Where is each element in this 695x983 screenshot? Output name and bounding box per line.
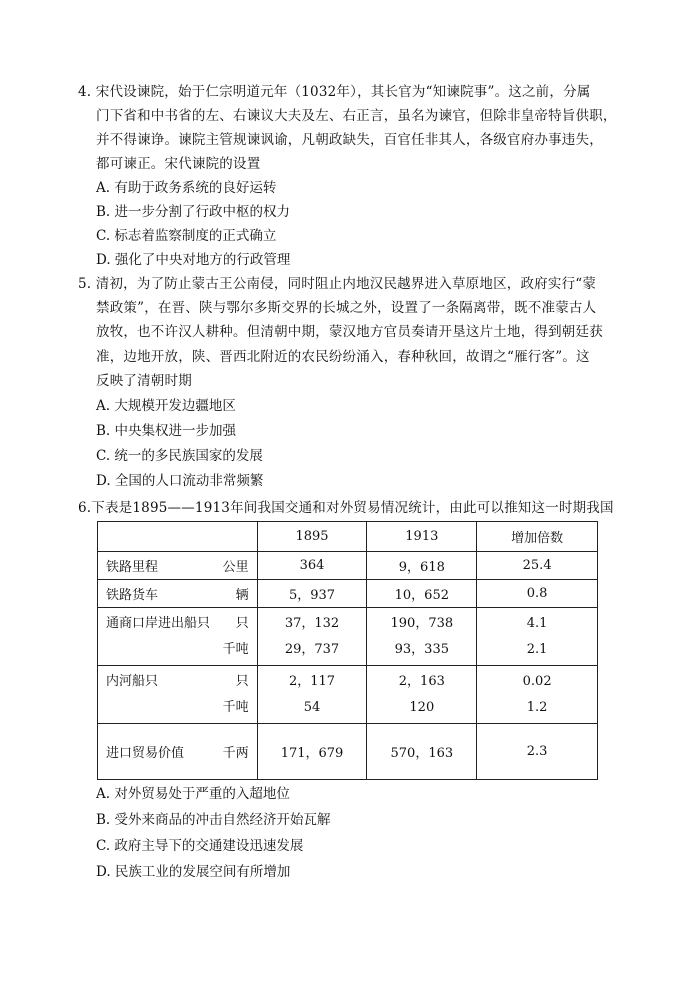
q5-option-d[interactable]: D. 全国的人口流动非常频繁 (96, 473, 264, 489)
cell-multiplier: 2.1 (526, 641, 548, 657)
header-cell-1895: 1895 (257, 522, 367, 552)
row-item: 铁路里程 (106, 560, 159, 575)
q5-stem-line-2: 禁政策”，在晋、陕与鄂尔多斯交界的长城之外，设置了一条隔离带，既不准蒙古人 (96, 300, 597, 316)
row-item: 铁路货车 (106, 588, 159, 603)
cell-1913: 120 (409, 699, 435, 715)
q4-option-d[interactable]: D. 强化了中央对地方的行政管理 (96, 252, 291, 268)
cell-1895: 29，737 (284, 641, 340, 657)
row-item: 内河船只 (106, 673, 159, 689)
cell-multiplier: 4.1 (526, 615, 548, 631)
cell-1913: 190，738 (390, 615, 454, 631)
cell-1895: 5，937 (257, 580, 367, 608)
header-cell-1913: 1913 (367, 522, 477, 552)
cell-multiplier: 25.4 (477, 552, 598, 580)
q6-stem: 6.下表是1895——1913年间我国交通和对外贸易情况统计，由此可以推知这一时期我国 (78, 500, 614, 516)
header-cell-empty (98, 522, 258, 552)
q5-option-c[interactable]: C. 统一的多民族国家的发展 (96, 448, 263, 464)
q4-option-a[interactable]: A. 有助于政务系统的良好运转 (96, 180, 277, 196)
cell-1913: 10，652 (367, 580, 477, 608)
q5-stem-line-3: 放牧，也不许汉人耕种。但清朝中期，蒙汉地方官员奏请开垦这片土地，得到朝廷获 (96, 324, 603, 340)
q4-stem-line-3: 并不得谏诤。谏院主管规谏讽谕，凡朝政缺失，百官任非其人，各级官府办事违失， (96, 132, 603, 148)
q6-option-a[interactable]: A. 对外贸易处于严重的入超地位 (96, 786, 290, 802)
table-row (98, 580, 598, 608)
cell-1895: 37，132 (284, 615, 340, 631)
row-unit: 只 (235, 673, 249, 689)
cell-1895: 54 (303, 699, 321, 715)
cell-1913: 2，163 (398, 673, 445, 689)
cell-1895: 171，679 (257, 724, 367, 780)
cell-1913: 570，163 (367, 724, 477, 780)
cell-multiplier: 0.02 (522, 673, 552, 689)
row-item: 通商口岸进出船只 (106, 615, 211, 631)
row-unit: 只 (235, 615, 249, 631)
q5-stem-line-4: 准，边地开放，陕、晋西北附近的农民纷纷涌入，春种秋回，故谓之“雁行客”。这 (96, 349, 590, 365)
table-row (98, 666, 598, 724)
q6-option-d[interactable]: D. 民族工业的发展空间有所增加 (96, 864, 291, 880)
q4-stem-line-4: 都可谏正。宋代谏院的设置 (96, 156, 261, 172)
row-unit: 辆 (235, 588, 249, 603)
q4-option-b[interactable]: B. 进一步分割了行政中枢的权力 (96, 204, 291, 220)
cell-multiplier: 0.8 (477, 580, 598, 608)
table-row (98, 608, 598, 666)
q4-stem-line-1: 4. 宋代设谏院，始于仁宗明道元年（1032年），其长官为“知谏院事”。这之前，分属 (78, 84, 591, 100)
q5-stem-line-5: 反映了清朝时期 (96, 373, 192, 389)
cell-1895: 2，117 (288, 673, 336, 689)
cell-multiplier: 2.3 (477, 724, 598, 780)
cell-1913: 9，618 (367, 552, 477, 580)
q5-option-b[interactable]: B. 中央集权进一步加强 (96, 423, 237, 439)
q6-option-b[interactable]: B. 受外来商品的冲击自然经济开始瓦解 (96, 812, 331, 828)
trade-stats-table (97, 521, 598, 780)
q5-option-a[interactable]: A. 大规模开发边疆地区 (96, 398, 236, 414)
row-unit: 千吨 (222, 641, 249, 657)
header-cell-multiplier: 增加倍数 (477, 522, 598, 552)
q4-stem-line-2: 门下省和中书省的左、右谏议大夫及左、右正言，虽名为谏官，但除非皇帝特旨供职， (96, 108, 617, 124)
q4-option-c[interactable]: C. 标志着监察制度的正式确立 (96, 228, 277, 244)
row-unit: 千吨 (222, 699, 249, 715)
row-unit: 公里 (222, 560, 249, 575)
cell-1895: 364 (257, 552, 367, 580)
table-row (98, 552, 598, 580)
row-item: 进口贸易价值 (106, 746, 185, 761)
q6-option-c[interactable]: C. 政府主导下的交通建设迅速发展 (96, 838, 304, 854)
cell-multiplier: 1.2 (526, 699, 548, 715)
cell-1913: 93，335 (394, 641, 449, 657)
q5-stem-line-1: 5. 清初，为了防止蒙古王公南侵，同时阻止内地汉民越界进入草原地区，政府实行“蒙 (78, 276, 597, 292)
table-header-row (98, 522, 598, 552)
table-row (98, 724, 598, 780)
row-unit: 千两 (222, 746, 249, 761)
